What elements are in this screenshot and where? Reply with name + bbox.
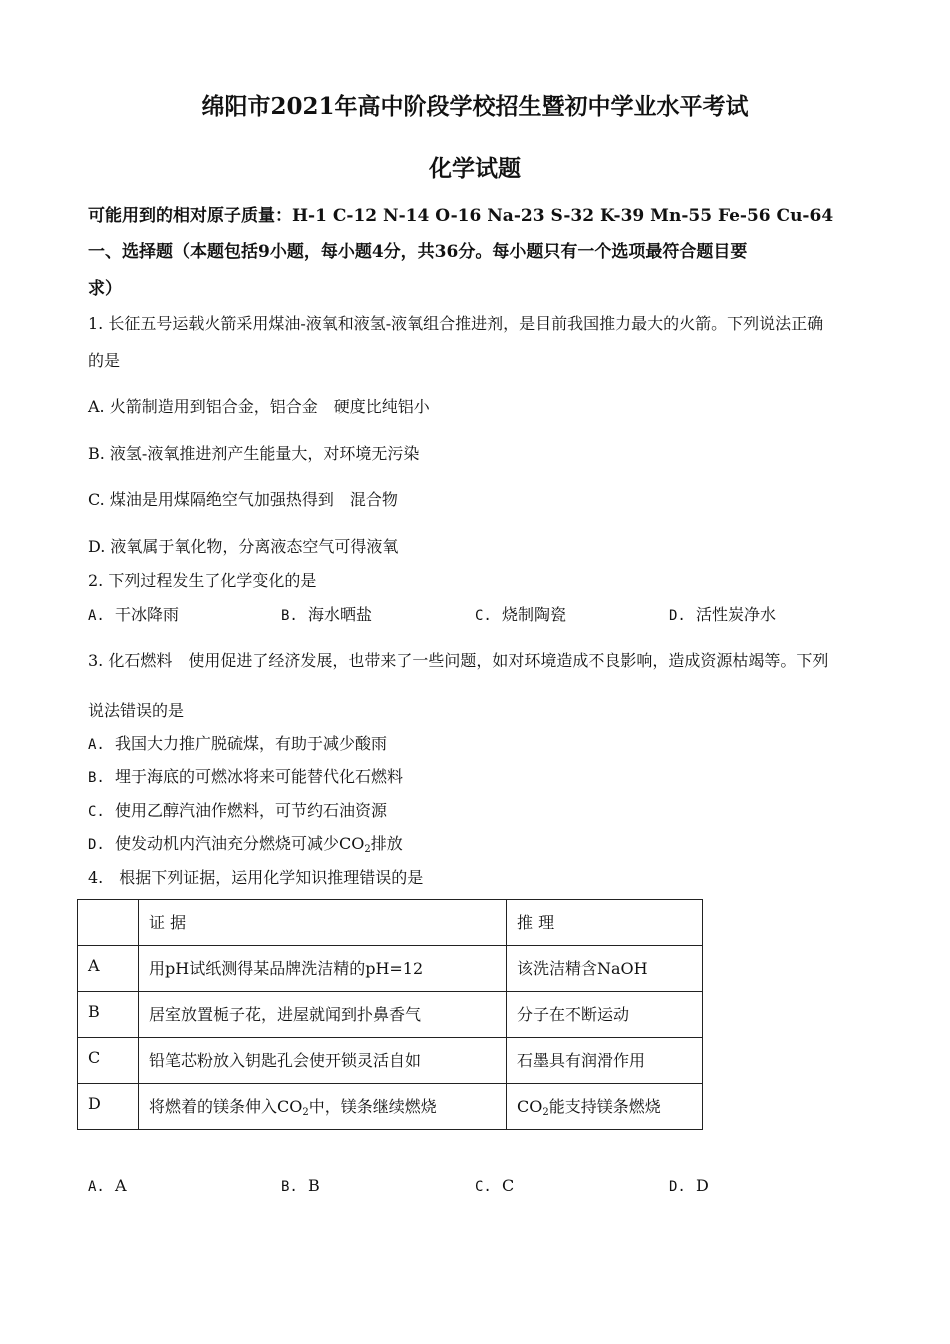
q3-stem-line1: 3. 化石燃料 使用促进了经济发展，也带来了一些问题，如对环境造成不良影响，造成资源枯竭等。下列 [88, 651, 829, 670]
q2-option-b: B. 海水晒盐 [281, 605, 373, 624]
table-header-cell [78, 900, 139, 946]
q4-option-c: C. C [475, 1176, 515, 1195]
table-header-evidence: 证 据 [139, 900, 507, 946]
row-label: A [78, 946, 139, 992]
row-reasoning: 该洗洁精含NaOH [507, 946, 703, 992]
q1-option-c: C. 煤油是用煤隔绝空气加强热得到 混合物 [88, 490, 398, 509]
q1-option-d: D. 液氧属于氧化物，分离液态空气可得液氧 [88, 537, 399, 556]
table-row [78, 1038, 703, 1084]
atomic-masses: 可能用到的相对原子质量：H-1 C-12 N-14 O-16 Na-23 S-32 K-39 Mn-55 Fe-56 Cu-64 [88, 206, 834, 226]
table-header-reasoning: 推 理 [507, 900, 703, 946]
q1-option-a: A. 火箭制造用到铝合金，铝合金 硬度比纯铝小 [88, 397, 430, 416]
row-reasoning: 石墨具有润滑作用 [507, 1038, 703, 1084]
row-reasoning: 分子在不断运动 [507, 992, 703, 1038]
q2-option-a: A. 干冰降雨 [88, 605, 180, 624]
exam-subtitle: 化学试题 [429, 155, 521, 182]
evidence-table [77, 899, 703, 1130]
q1-option-b: B. 液氢-液氧推进剂产生能量大，对环境无污染 [88, 444, 420, 463]
q3-option-b: B. 埋于海底的可燃冰将来可能替代化石燃料 [88, 767, 404, 786]
row-reasoning: $CO_2$能支持镁条燃烧 [507, 1084, 703, 1130]
q3-option-d: D. 使发动机内汽油充分燃烧可减少$CO_2$排放 [88, 834, 403, 855]
section-heading-line1: 一、选择题（本题包括9小题，每小题4分，共36分。每小题只有一个选项最符合题目要 [88, 242, 748, 262]
row-label: B [78, 992, 139, 1038]
table-row [78, 1084, 703, 1130]
q4-option-b: B. B [281, 1176, 320, 1195]
q4-option-a: A. A [88, 1176, 127, 1195]
q4-stem: 4. 根据下列证据，运用化学知识推理错误的是 [88, 868, 424, 887]
q2-option-d: D. 活性炭净水 [669, 605, 777, 624]
row-evidence: 居室放置栀子花，进屋就闻到扑鼻香气 [139, 992, 507, 1038]
q3-stem-line2: 说法错误的是 [88, 701, 185, 720]
row-label: D [78, 1084, 139, 1130]
exam-title: 绵阳市2021年高中阶段学校招生暨初中学业水平考试 [201, 93, 749, 120]
q3-option-c: C. 使用乙醇汽油作燃料，可节约石油资源 [88, 801, 388, 820]
q1-stem-line2: 的是 [88, 351, 121, 370]
q2-option-c: C. 烧制陶瓷 [475, 605, 567, 624]
table-row [78, 992, 703, 1038]
table-header-row [78, 900, 703, 946]
q1-stem-line1: 1. 长征五号运载火箭采用煤油-液氧和液氢-液氧组合推进剂，是目前我国推力最大的火箭。下列说法正确 [88, 314, 824, 333]
q2-stem: 2. 下列过程发生了化学变化的是 [88, 571, 317, 590]
row-evidence: 用pH试纸测得某品牌洗洁精的pH=12 [139, 946, 507, 992]
q3-option-a: A. 我国大力推广脱硫煤，有助于减少酸雨 [88, 734, 388, 753]
row-evidence: 铅笔芯粉放入钥匙孔会使开锁灵活自如 [139, 1038, 507, 1084]
table-row [78, 946, 703, 992]
section-heading-line2: 求） [88, 279, 122, 299]
row-label: C [78, 1038, 139, 1084]
row-evidence: 将燃着的镁条伸入$CO_2$中，镁条继续燃烧 [139, 1084, 507, 1130]
q4-option-d: D. D [669, 1176, 709, 1195]
